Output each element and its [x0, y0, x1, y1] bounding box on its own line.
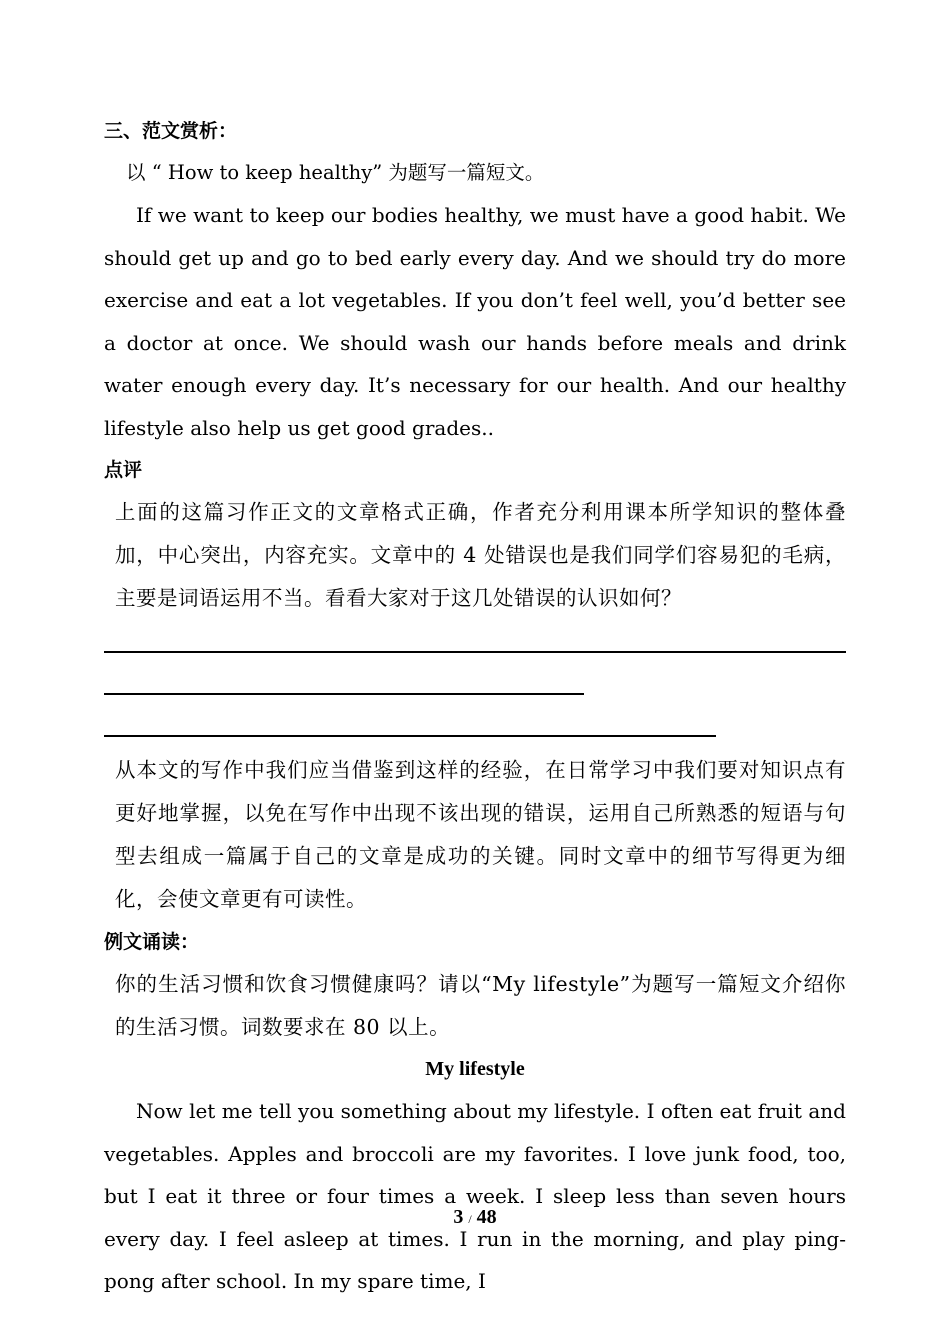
- page-separator: /: [468, 1212, 472, 1226]
- document-page: [104, 110, 846, 1303]
- answer-line-1: [104, 651, 846, 653]
- model-essay-paragraph: If we want to keep our bodies healthy, we must have a good habit. We should get up and go to bed early every day. And we should try do more exercise and eat a lot vegetables. If you don’t feel well, you’d better see a doctor at once. We should wash our hands before meals and drink water enough every day. It’s necessary for our health. And our healthy lifestyle also help us get good grades..: [104, 203, 846, 440]
- page-number: [0, 1206, 950, 1229]
- answer-line-2: [104, 693, 584, 695]
- example-title: My lifestyle: [425, 1058, 525, 1080]
- essay-prompt: 以 “ How to keep healthy” 为题写一篇短文。: [126, 161, 545, 184]
- current-page: 3: [453, 1206, 464, 1228]
- example-heading: 例文诵读：: [104, 931, 200, 953]
- review-heading: 点评: [104, 459, 143, 481]
- answer-line-3: [104, 735, 716, 737]
- example-essay-paragraph: Now let me tell you something about my lifestyle. I often eat fruit and vegetables. Apples and broccoli are my favorites. I love junk food, too, but I eat it three or four times a week. I sleep less than seven hours every day. I feel asleep at times. I run in the morning, and play ping-pong after school. In my spare time, I: [104, 1099, 846, 1293]
- lesson-paragraph: 从本文的写作中我们应当借鉴到这样的经验，在日常学习中我们要对知识点有更好地掌握，以免在写作中出现不该出现的错误，运用自己所熟悉的短语与句型去组成一篇属于自己的文章是成功的关键。同时文章中的细节写得更为细化，会使文章更有可读性。: [115, 758, 846, 911]
- total-pages: 48: [476, 1206, 497, 1228]
- section-heading-model-essay: 三、范文赏析：: [104, 120, 238, 142]
- example-prompt: 你的生活习惯和饮食习惯健康吗？请以“My lifestyle”为题写一篇短文介绍你的生活习惯。词数要求在 80 以上。: [115, 972, 846, 1039]
- review-paragraph: 上面的这篇习作正文的文章格式正确，作者充分利用课本所学知识的整体叠加，中心突出，内容充实。文章中的 4 处错误也是我们同学们容易犯的毛病，主要是词语运用不当。看看大家对于这几处错误的认识如何？: [115, 500, 846, 610]
